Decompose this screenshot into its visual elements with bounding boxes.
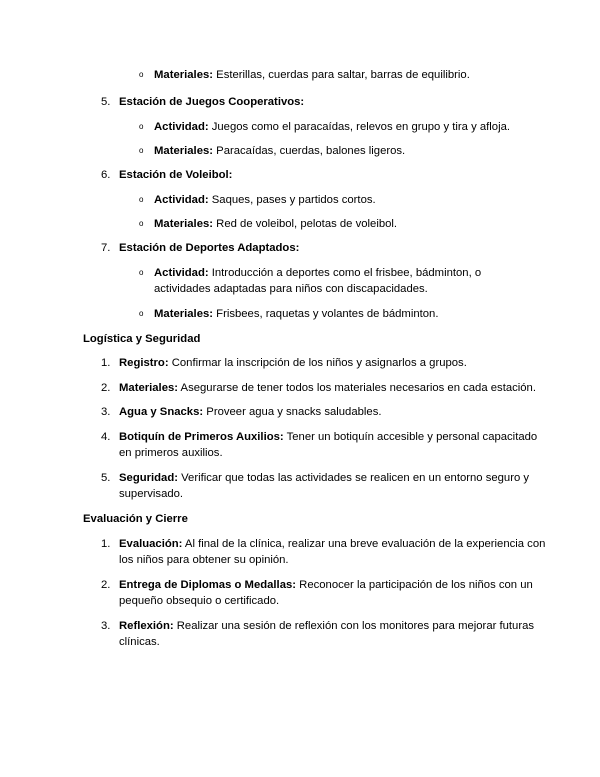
item-text: Proveer agua y snacks saludables. [203, 406, 382, 418]
item-text: Asegurarse de tener todos los materiales necesarios en cada estación. [178, 382, 536, 394]
list-item [119, 618, 534, 634]
item-text: Confirmar la inscripción de los niños y asignarlos a grupos. [168, 357, 467, 369]
bullet-item [154, 265, 481, 281]
bullet-label: Actividad: [154, 121, 209, 133]
bullet-marker: o [139, 122, 144, 131]
list-item [119, 404, 381, 420]
bullet-label: Materiales: [154, 308, 214, 320]
station-title: Estación de Voleibol: [119, 169, 233, 181]
bullet-marker: o [139, 268, 144, 277]
item-label: Botiquín de Primeros Auxilios: [119, 431, 284, 443]
bullet-label: Materiales: [154, 218, 214, 230]
station-title: Estación de Juegos Cooperativos: [119, 96, 305, 108]
item-text-continued: supervisado. [119, 488, 184, 500]
item-text: Al final de la clínica, realizar una breve evaluación de la experiencia con [182, 538, 546, 550]
bullet-text: Esterillas, cuerdas para saltar, barras de equilibrio. [213, 69, 470, 81]
bullet-text: Juegos como el paracaídas, relevos en grupo y tira y afloja. [208, 121, 511, 133]
item-label: Materiales: [119, 382, 179, 394]
item-label: Evaluación: [119, 538, 183, 550]
bullet-label: Actividad: [154, 194, 209, 206]
bullet-text-continued: actividades adaptadas para niños con discapacidades. [154, 283, 428, 295]
bullet-item [154, 306, 438, 322]
item-text: Verificar que todas las actividades se realicen en un entorno seguro y [178, 472, 530, 484]
item-label: Seguridad: [119, 472, 178, 484]
bullet-text: Frisbees, raquetas y volantes de bádminton. [213, 308, 439, 320]
list-number: 4. [101, 431, 111, 443]
item-label: Entrega de Diplomas o Medallas: [119, 579, 297, 591]
bullet-label: Materiales: [154, 145, 214, 157]
bullet-label: Materiales: [154, 69, 214, 81]
bullet-item [154, 67, 470, 83]
bullet-marker: o [139, 146, 144, 155]
item-label: Registro: [119, 357, 169, 369]
item-text-continued: en primeros auxilios. [119, 447, 223, 459]
bullet-text: Saques, pases y partidos cortos. [208, 194, 376, 206]
list-item [119, 380, 536, 396]
list-number: 1. [101, 538, 111, 550]
bullet-marker: o [139, 70, 144, 79]
list-item [119, 355, 467, 371]
station-title: Estación de Deportes Adaptados: [119, 242, 300, 254]
item-text-continued: clínicas. [119, 636, 160, 648]
bullet-marker: o [139, 309, 144, 318]
bullet-text: Red de voleibol, pelotas de voleibol. [213, 218, 398, 230]
bullet-item [154, 216, 397, 232]
list-item [119, 536, 545, 552]
bullet-item [154, 192, 376, 208]
bullet-item [154, 143, 405, 159]
list-number: 6. [101, 169, 111, 181]
list-number: 3. [101, 406, 111, 418]
item-text-continued: los niños para obtener su opinión. [119, 554, 289, 566]
list-number: 7. [101, 242, 111, 254]
bullet-text: Paracaídas, cuerdas, balones ligeros. [213, 145, 406, 157]
list-number: 1. [101, 357, 111, 369]
item-label: Reflexión: [119, 620, 174, 632]
bullet-marker: o [139, 219, 144, 228]
bullet-text: Introducción a deportes como el frisbee, bádminton, o [208, 267, 482, 279]
bullet-item [154, 119, 510, 135]
section-heading-logistics: Logística y Seguridad [83, 333, 201, 345]
item-text: Reconocer la participación de los niños con un [296, 579, 533, 591]
list-number: 3. [101, 620, 111, 632]
item-text: Realizar una sesión de reflexión con los monitores para mejorar futuras [173, 620, 535, 632]
bullet-marker: o [139, 195, 144, 204]
item-text: Tener un botiquín accesible y personal capacitado [283, 431, 538, 443]
list-number: 2. [101, 382, 111, 394]
bullet-label: Actividad: [154, 267, 209, 279]
list-number: 2. [101, 579, 111, 591]
item-text-continued: pequeño obsequio o certificado. [119, 595, 280, 607]
list-item [119, 470, 529, 486]
list-item [119, 577, 533, 593]
list-number: 5. [101, 96, 111, 108]
list-number: 5. [101, 472, 111, 484]
item-label: Agua y Snacks: [119, 406, 204, 418]
section-heading-evaluation: Evaluación y Cierre [83, 513, 188, 525]
list-item [119, 429, 537, 445]
